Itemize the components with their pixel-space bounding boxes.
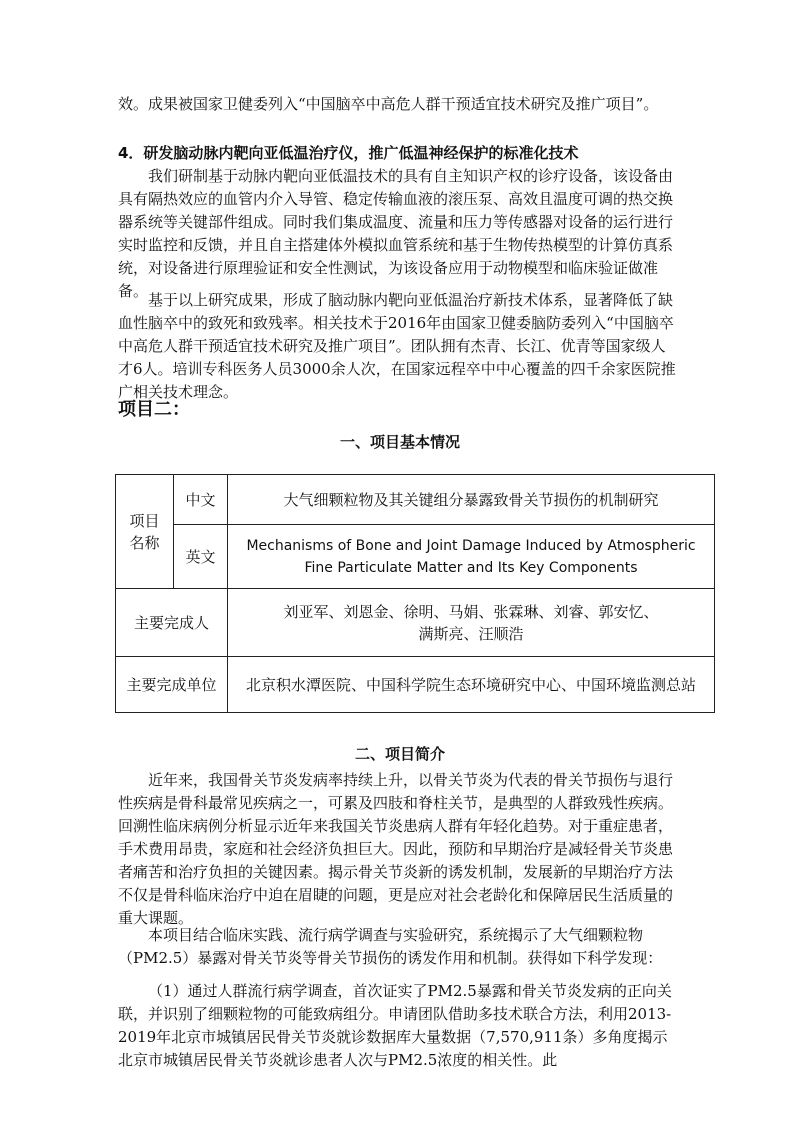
table-row [116, 657, 715, 713]
project-title: 项目二： [118, 399, 190, 420]
english-label: 英文 [174, 525, 228, 589]
paragraph-device: 我们研制基于动脉内靶向亚低温技术的具有自主知识产权的诊疗设备，该设备由具有隔热效应的血管内介入导管、稳定传输血液的滚压泵、高效且温度可调的热交换器系统等关键部件组成。同时我们集成温度、流量和压力等传感器对设备的运行进行实时监控和反馈，并且自主搭建体外模拟血管系统和基于生物传热模型的计算仿真系统，对设备进行原理验证和安全性测试，为该设备应用于动物模型和临床验证做准备。 [118, 167, 674, 300]
main-unit-value: 北京积水潭医院、中国科学院生态环境研究中心、中国环境监测总站 [228, 657, 715, 713]
paragraph-finding-1: （1）通过人群流行病学调查，首次证实了PM2.5暴露和骨关节炎发病的正向关联，并识别了细颗粒物的可能致病组分。申请团队借助多技术联合方法，利用2013-2019年北京市城镇居民骨关节炎就诊数据库大量数据（7,570,911条）多角度揭示北京市城镇居民骨关节炎就诊患者人次与PM2.5浓度的相关性。此 [118, 982, 672, 1069]
section-title-basic-info: 一、项目基本情况 [339, 433, 460, 451]
chinese-title: 大气细颗粒物及其关键组分暴露致骨关节损伤的机制研究 [228, 475, 715, 525]
english-title-line-1: Mechanisms of Bone and Joint Damage Induced by Atmospheric [246, 537, 696, 554]
english-title [228, 525, 715, 589]
paragraph-intro-2: 本项目结合临床实践、流行病学调查与实验研究，系统揭示了大气细颗粒物（PM2.5）暴露对骨关节炎等骨关节损伤的诱发作用和机制。获得如下科学发现： [118, 926, 663, 967]
section-heading-4: 4．研发脑动脉内靶向亚低温治疗仪，推广低温神经保护的标准化技术 [118, 144, 579, 162]
contributors-line-1: 刘亚军、刘恩金、徐明、马娟、张霖琳、刘睿、郭安忆、 [283, 602, 659, 621]
paragraph-intro-1: 近年来，我国骨关节炎发病率持续上升，以骨关节炎为代表的骨关节损伤与退行性疾病是骨科最常见疾病之一，可累及四肢和脊柱关节，是典型的人群致残性疾病。回溯性临床病例分析显示近年来我国关节炎患病人群有年轻化趋势。对于重症患者，手术费用昂贵，家庭和社会经济负担巨大。因此，预防和早期治疗是减轻骨关节炎患者痛苦和治疗负担的关键因素。揭示骨关节炎新的诱发机制，发展新的早期治疗方法不仅是骨科临床治疗中迫在眉睫的问题，更是应对社会老龄化和保障居民生活质量的重大课题。 [118, 771, 674, 927]
section-title-summary: 二、项目简介 [354, 745, 445, 763]
main-contributors-value [228, 589, 715, 657]
main-unit-label: 主要完成单位 [116, 657, 228, 713]
table-row [116, 589, 715, 657]
english-title-line-2: Fine Particulate Matter and Its Key Components [304, 559, 638, 576]
project-info-table [115, 474, 715, 713]
chinese-label: 中文 [174, 475, 228, 525]
paragraph-continuation: 效。成果被国家卫健委列入“中国脑卒中高危人群干预适宜技术研究及推广项目”。 [118, 95, 659, 113]
paragraph-results: 基于以上研究成果，形成了脑动脉内靶向亚低温治疗新技术体系，显著降低了缺血性脑卒中的致死和致残率。相关技术于2016年由国家卫健委脑防委列入“中国脑卒中高危人群干预适宜技术研究及推广项目”。团队拥有杰青、长江、优青等国家级人才6人。培训专科医务人员3000余人次，在国家远程卒中中心覆盖的四千余家医院推广相关技术理念。 [118, 291, 676, 401]
project-name-label: 项目名称 [116, 475, 174, 589]
contributors-line-2: 满斯亮、汪顺浩 [418, 624, 524, 643]
main-contributors-label: 主要完成人 [116, 589, 228, 657]
table-row [116, 525, 715, 589]
table-row [116, 475, 715, 525]
